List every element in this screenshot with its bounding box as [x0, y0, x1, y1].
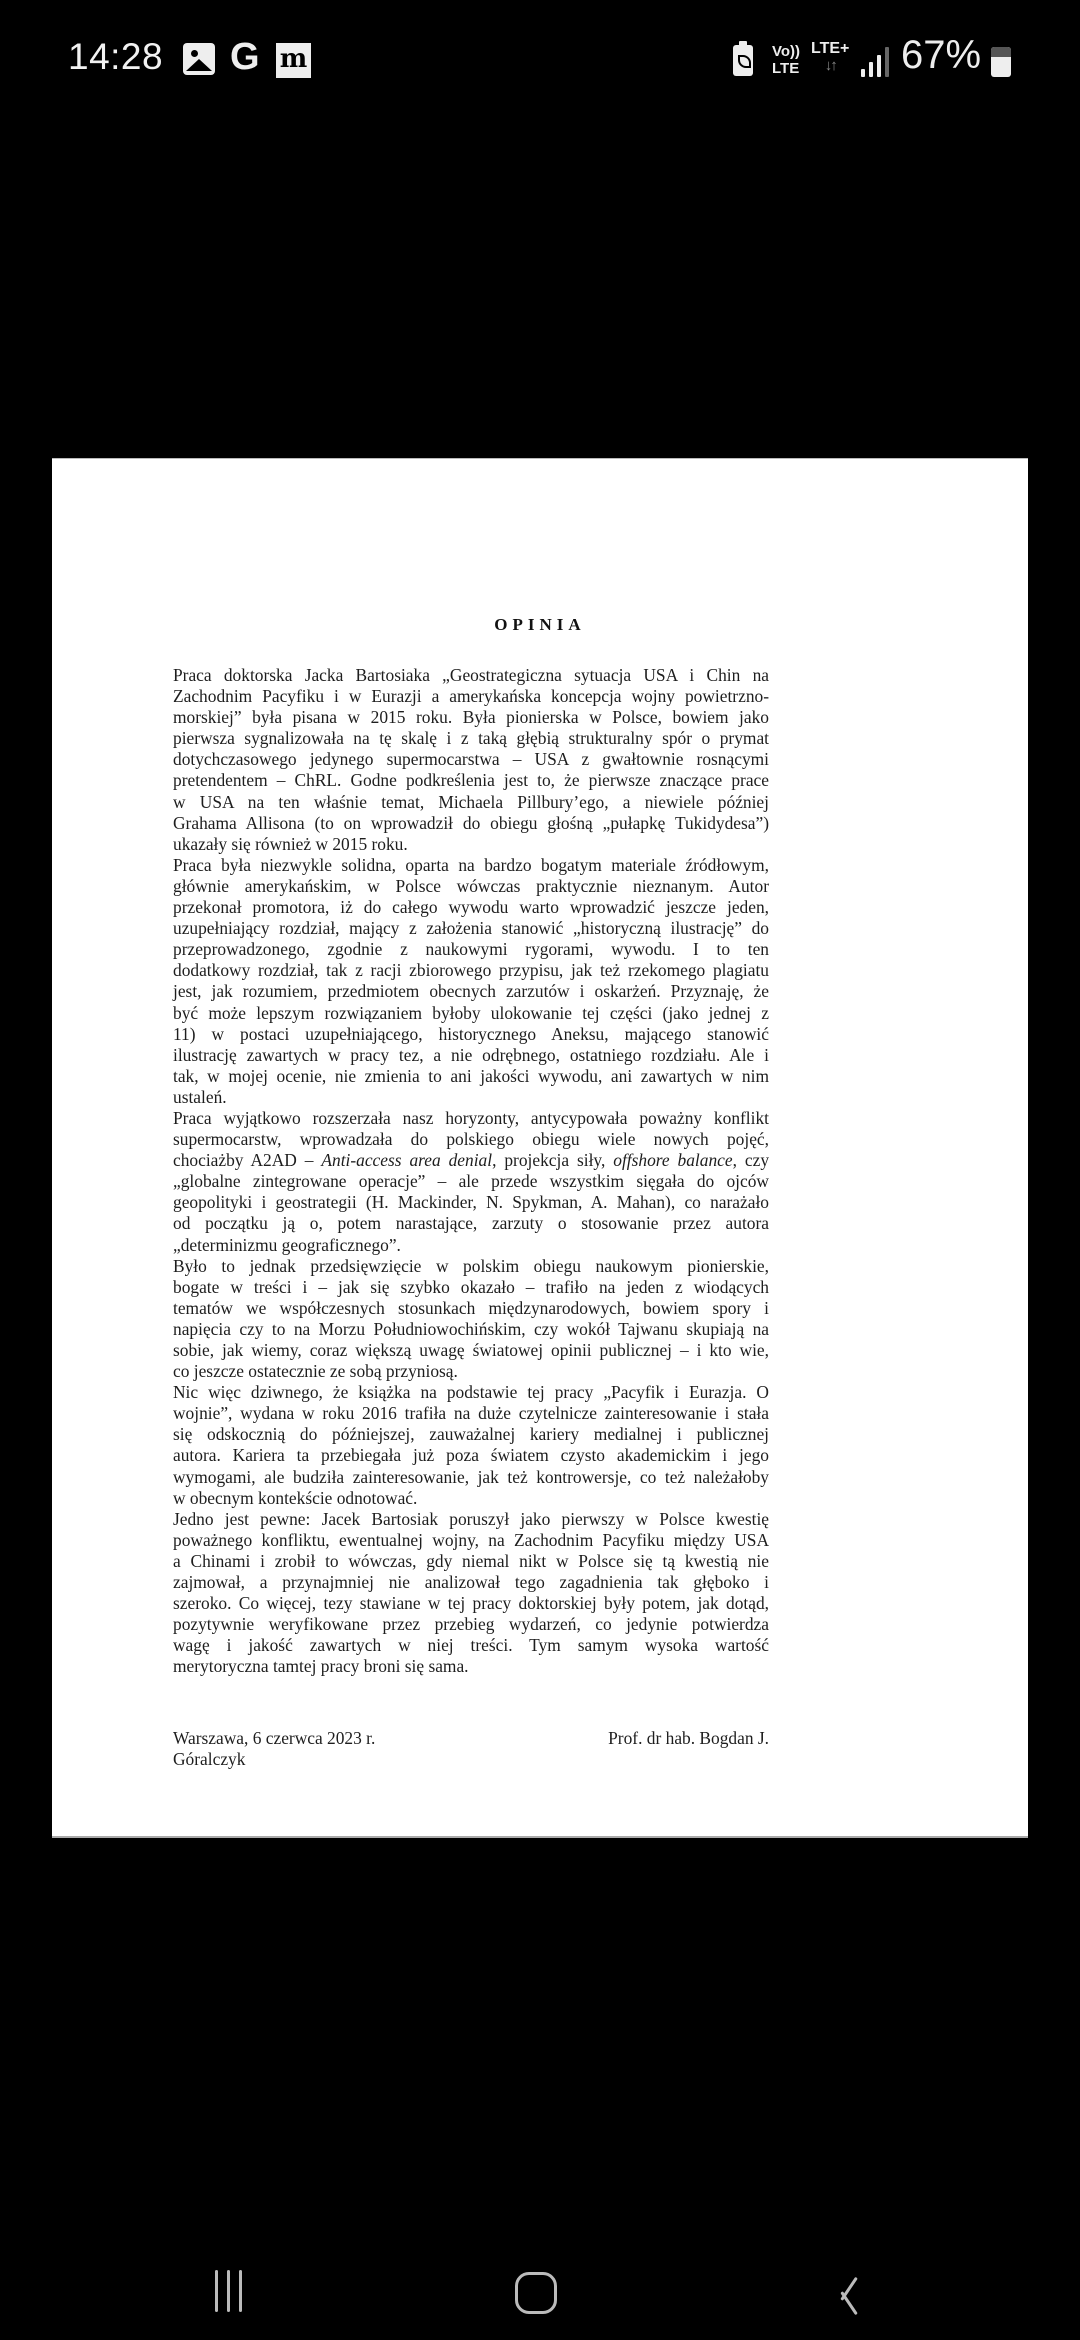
text-line: tak, w mojej ocenie, nie zmienia to ani jakości wywodu, ani zawartych w nim	[173, 1065, 769, 1086]
text-line: napięcia czy to na Morzu Południowochińskim, czy wokół Tajwanu skupiają na	[173, 1318, 769, 1339]
text-line: a Chinami i zrobił to wówczas, gdy niemal nikt w Polsce się tą kwestią nie	[173, 1550, 769, 1571]
gallery-icon	[183, 43, 215, 75]
text-line: „determinizmu geograficznego”.	[173, 1234, 401, 1255]
battery-percent: 67%	[901, 33, 982, 77]
signal-strength-icon	[861, 47, 891, 77]
text-line: głównie amerykańskim, w Polsce wówczas praktycznie nieznanym. Autor	[173, 875, 769, 896]
text-line: pozytywnie weryfikowane przez przebieg wydarzeń, co jedynie potwierdza	[173, 1614, 769, 1635]
google-icon: G	[230, 36, 260, 78]
text-line: ilustrację zawartych w pracy tez, a nie odrębnego, ostatniego rozdziału. Ale i	[173, 1044, 769, 1065]
document-page	[52, 458, 1028, 1838]
text-run: chociażby A2AD –	[173, 1150, 322, 1171]
text-line: się odskocznią do późniejszej, zauważalnej kariery medialnej i publicznej	[173, 1424, 769, 1445]
text-line: Praca była niezwykle solidna, oparta na bardzo bogatym materiale źródłowym,	[173, 854, 769, 875]
text-line: szeroko. Co więcej, tezy stawiane w tej pracy doktorskiej były potem, jak dotąd,	[173, 1593, 769, 1614]
text-line: Było to jednak przedsięwzięcie w polskim obiegu naukowym pionierskie,	[173, 1255, 769, 1276]
navigation-bar	[0, 2220, 1080, 2340]
volte-label-top: Vo))	[772, 43, 801, 60]
place-date: Warszawa, 6 czerwca 2023 r.	[173, 1728, 376, 1748]
text-line: jest, jak rozumiem, przedmiotem obecnych zarzutów i oskarżeń. Przyznaję, że	[173, 981, 769, 1002]
text-line-with-italics	[173, 1150, 769, 1171]
text-line: geopolityki i geostrategii (H. Mackinder, N. Spykman, A. Mahan), co narażało	[173, 1192, 769, 1213]
text-run: , czy	[732, 1150, 770, 1171]
text-line: Praca doktorska Jacka Bartosiaka „Geostrategiczna sytuacja USA i Chin na	[173, 665, 769, 685]
text-line: dodatkowy rozdział, tak z racji zbiorowego przypisu, jak też rzekomego plagiatu	[173, 960, 769, 981]
text-line: przekonał promotora, iż do całego wywodu warto wprowadzić jeszcze jeden,	[173, 897, 769, 918]
text-line: Grahama Allisona (to on wprowadził do obiegu głośną „pułapkę Tukidydesa”)	[173, 812, 769, 833]
text-line: pierwsza sygnalizowała na tę skalę i z taką głębią strukturalny spór o prymat	[173, 728, 769, 749]
battery-saver-icon	[733, 45, 753, 76]
text-line: Nic więc dziwnego, że książka na podstawie tej pracy „Pacyfik i Eurazja. O	[173, 1382, 769, 1403]
text-line: 11) w postaci uzupełniającego, historycznego Aneksu, mającego stanowić	[173, 1023, 769, 1044]
back-icon[interactable]	[828, 2272, 858, 2316]
text-line: zajmował, a przynajmniej nie analizował tego zagadnienia tak głęboko i	[173, 1572, 769, 1593]
home-icon[interactable]	[515, 2272, 557, 2314]
text-line: przeprowadzonego, zgodnie z naukowymi rygorami, wywodu. I to ten	[173, 939, 769, 960]
text-line: poważnego konfliktu, ewentualnej wojny, na Zachodnim Pacyfiku między USA	[173, 1529, 769, 1550]
m-app-icon: m	[276, 43, 311, 78]
text-line: Jedno jest pewne: Jacek Bartosiak poruszył jako pierwszy w Polsce kwestię	[173, 1508, 769, 1529]
text-line: w USA na ten właśnie temat, Michaela Pillbury’ego, a niewiele później	[173, 791, 769, 812]
text-line: być może lepszym rozwiązaniem byłoby ulokowanie tej części (jako jednej z	[173, 1002, 769, 1023]
status-bar	[0, 0, 1080, 120]
text-line: pretendentem – ChRL. Godne podkreślenia jest to, że pierwsze znaczące prace	[173, 770, 769, 791]
recents-icon[interactable]	[215, 2270, 257, 2312]
network-type-icon	[811, 40, 849, 74]
network-label: LTE+	[811, 40, 850, 57]
italic-term: offshore balance	[613, 1150, 733, 1171]
volte-label-bottom: LTE	[772, 60, 800, 77]
text-line: ukazały się również w 2015 roku.	[173, 833, 408, 854]
text-line: sobie, jak wiemy, coraz większą uwagę światowej opinii publicznej – i kto wie,	[173, 1340, 769, 1360]
data-activity-icon: ↓↑	[824, 57, 836, 74]
text-line: w obecnym kontekście odnotować.	[173, 1487, 418, 1508]
text-line: ustaleń.	[173, 1086, 227, 1107]
signature-block	[173, 1728, 769, 1770]
text-line: dotychczasowego jedynego supermocarstwa – USA z gwałtownie rosnącymi	[173, 749, 769, 770]
text-line: co jeszcze ostatecznie ze sobą przyniosą.	[173, 1361, 458, 1382]
text-line: wymogami, ale budziła zainteresowanie, jak też kontrowersje, co też należałoby	[173, 1466, 769, 1487]
text-line: Praca wyjątkowo rozszerzała nasz horyzonty, antycypowała poważny konflikt	[173, 1107, 769, 1128]
text-line: supermocarstw, wprowadzała do polskiego obiegu wiele nowych pojęć,	[173, 1129, 769, 1150]
text-line: od początku ją o, potem narastające, zarzuty o stosowanie przez autora	[173, 1213, 769, 1234]
text-line: bogate w treści i – jak się szybko okazało – trafiło na jeden z wiodących	[173, 1276, 769, 1297]
text-line: merytoryczna tamtej pracy broni się sama.	[173, 1656, 469, 1677]
text-line: wojnie”, wydana w roku 2016 trafiła na duże czytelnicze zainteresowanie i stała	[173, 1403, 769, 1424]
text-line: wagę i jakość zawartych w niej treści. Tym samym wysoka wartość	[173, 1635, 769, 1656]
signature-surname: Góralczyk	[173, 1749, 246, 1769]
battery-icon	[991, 47, 1011, 77]
text-line: Zachodnim Pacyfiku i w Eurazji a amerykańska koncepcja wojny powietrzno-	[173, 686, 769, 707]
status-time: 14:28	[68, 36, 164, 77]
text-line: tematów we współczesnych stosunkach międzynarodowych, bowiem spory i	[173, 1297, 769, 1318]
text-line: „globalne zintegrowane operacje” – ale przede wszystkim sięgała do ojców	[173, 1171, 769, 1192]
text-line: autora. Kariera ta przebiegała już poza światem czysto akademickim i jego	[173, 1445, 769, 1466]
text-run: , projekcja siły,	[492, 1150, 614, 1171]
document-body	[173, 665, 769, 1678]
italic-term: Anti-access area denial	[321, 1150, 493, 1171]
document-title: OPINIA	[494, 615, 586, 634]
signature-name: Prof. dr hab. Bogdan J.	[608, 1728, 769, 1748]
volte-icon	[772, 43, 800, 77]
text-line: morskiej” była pisana w 2015 roku. Była pionierska w Polsce, bowiem jako	[173, 707, 769, 728]
text-line: uzupełniający rozdział, mający z założenia stanowić „historyczną ilustrację” do	[173, 918, 769, 939]
